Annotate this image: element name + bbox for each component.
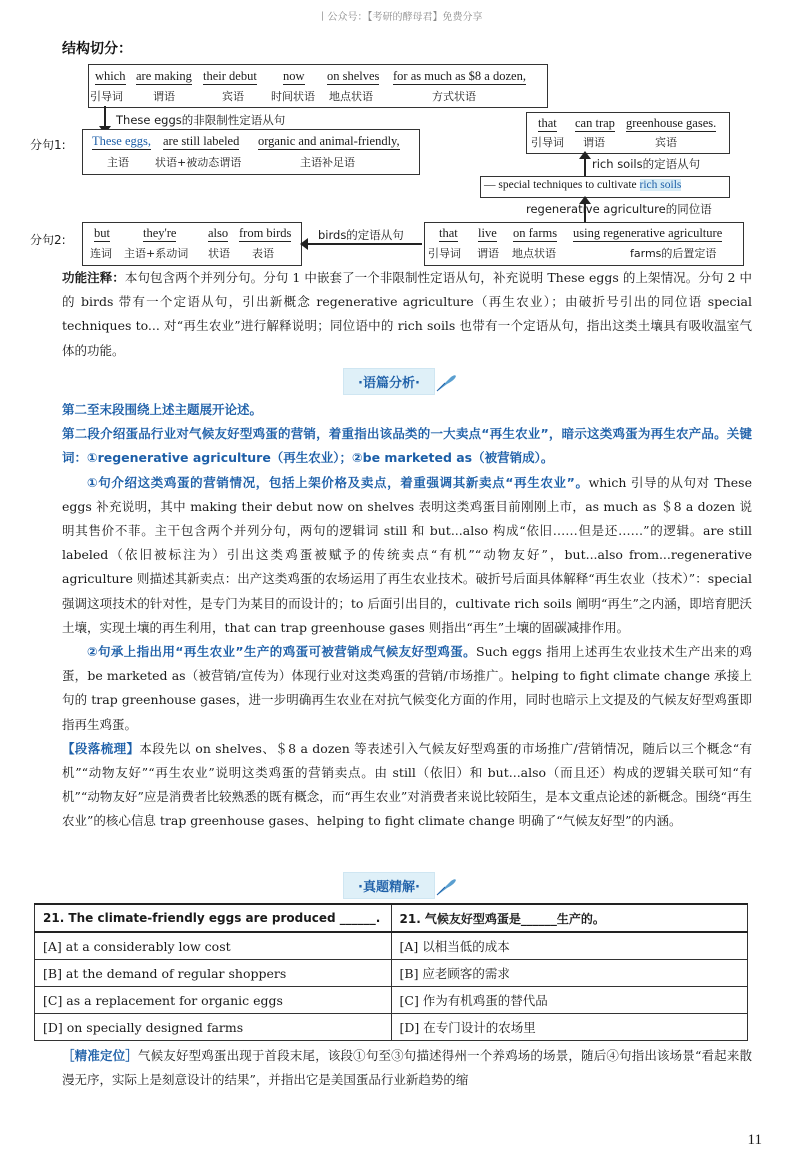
- predicative-label: 表语: [252, 247, 274, 260]
- option-row: [35, 987, 748, 1014]
- option-b-en: [B] at the demand of regular shoppers: [35, 960, 392, 987]
- that-label-2: 引导词: [428, 247, 461, 260]
- live-label: 谓语: [477, 247, 499, 260]
- function-note: 功能注释：本句包含两个并列分句。分句 1 中嵌套了一个非限制性定语从句，补充说明 These eggs 的上架情况。分句 2 中的 birds 带有一个定语从句，引出新概念 regenerative agriculture（再生农业）；由破折号引出的同位语 special techniques to... 对“再生农业”进行解释说明；同位语中的 rich soils 也带有一个定语从句，指出这类土壤具有吸收温室气体的功能。: [62, 270, 752, 358]
- option-c-en: [C] as a replacement for organic eggs: [35, 987, 392, 1014]
- rich-arrow-head-icon: [579, 151, 591, 159]
- birds-arrow-line: [306, 243, 422, 245]
- page-number: 11: [747, 1132, 762, 1148]
- watermark-text: 丨公众号：【考研的酵母君】免费分享: [317, 12, 483, 23]
- option-row: [35, 932, 748, 960]
- structure-heading: 结构切分：: [62, 41, 132, 57]
- appositive-note: regenerative agriculture的同位语: [526, 202, 712, 216]
- from-birds-word: from birds: [239, 226, 292, 240]
- their-debut-word: their debut: [203, 69, 257, 83]
- price-label: 方式状语: [432, 90, 476, 103]
- on-farms-label: 地点状语: [512, 247, 556, 260]
- that-word-2: that: [439, 226, 458, 240]
- option-b-cn: [B] 应老顾客的需求: [391, 960, 748, 987]
- on-shelves-word: on shelves: [327, 69, 380, 83]
- appositive-text: — special techniques to cultivate rich soils: [484, 179, 682, 191]
- on-shelves-label: 地点状语: [329, 90, 373, 103]
- clause1-label: 分句1:: [30, 138, 66, 152]
- can-trap-label: 谓语: [583, 136, 605, 149]
- are-making-label: 谓语: [153, 90, 175, 103]
- using-regen-word: using regenerative agriculture: [573, 226, 723, 240]
- price-word: for as much as $8 a dozen,: [393, 69, 526, 83]
- that-word-1: that: [538, 116, 557, 130]
- rich-soils-highlight: rich soils: [639, 179, 682, 191]
- analysis-p3: 【段落梳理】本段先以 on shelves、＄8 a dozen 等表述引入气候友好型鸡蛋的市场推广/营销情况，随后以三个概念“有机”“动物友好”“再生农业”说明这类鸡蛋的营销卖点。由 still（依旧）和 but...also（而且还）构成的逻辑关联可知“有机”“动物友好”应是消费者比较熟悉的既有概念，而“再生农业”对消费者来说比较陌生，是本文重点论述的新概念。围绕“再生农业”的核心信息 trap greenhouse gases、helping to fight climate change 明确了“气候友好型”的内涵。: [62, 740, 752, 829]
- that-label-1: 引导词: [531, 136, 564, 149]
- these-eggs-word: These eggs,: [92, 134, 152, 148]
- option-a-cn: [A] 以相当低的成本: [391, 932, 748, 960]
- clause2-label: 分句2:: [30, 233, 66, 247]
- quill-icon-2: [435, 878, 457, 896]
- exam-title: ·真题精解·: [0, 872, 800, 899]
- theyre-word: they're: [143, 226, 177, 240]
- rich-arrow-line: [584, 156, 586, 176]
- analysis-p1: ①句介绍这类鸡蛋的营销情况，包括上架价格及卖点，着重强调其新卖点“再生农业”。which 引导的从句对 These eggs 补充说明，其中 making their debut now on shelves 表明这类鸡蛋目前刚刚上市，as much as ＄8 a dozen 说明其售价不菲。主干包含两个并列分句，两句的逻辑词 still 和 but...also 构成“依旧……但是还……”的逻辑。are still labeled（依旧被标注为）引出这类鸡蛋被赋予的传统卖点“有机”“动物友好”，but...also from...regenerative agriculture 则描述其新卖点：出产这类鸡蛋的农场运用了再生农业技术。破折号后面具体解释“再生农业（技术）”：special 强调这项技术的针对性，是专门为某目的而设计的；to 后面引出目的，cultivate rich soils 阐明“再生”之内涵，即培育肥沃土壤，实现土壤的再生利用，that can trap greenhouse gases 则指出“再生”土壤的固碳减排作用。: [62, 474, 752, 635]
- quill-icon: [435, 374, 457, 392]
- analysis-p2: ②句承上指出用“再生农业”生产的鸡蛋可被营销成气候友好型鸡蛋。Such eggs 指用上述再生农业技术生产出来的鸡蛋，be marketed as（被营销/宣传为）体现行业对这类鸡蛋的营销/市场推广。helping to fight climate change 承接上句的 trap greenhouse gases，进一步明确再生农业在对抗气候变化方面的作用，同时也暗示上文提及的气候友好型鸡蛋即指再生鸡蛋。: [62, 644, 752, 732]
- analysis-line1: 第二至末段围绕上述主题展开论述。: [62, 402, 263, 417]
- greenhouse-gases-word: greenhouse gases.: [626, 116, 717, 130]
- option-d-en: [D] on specially designed farms: [35, 1014, 392, 1041]
- birds-arrow-head-icon: [300, 238, 308, 250]
- analysis-line2: 第二段介绍蛋品行业对气候友好型鸡蛋的营销，着重指出该品类的一大卖点“再生农业”，暗示这类鸡蛋为再生农产品。关键词：①regenerative agriculture（再生农业）；②be marketed as（被营销成）。: [62, 426, 752, 466]
- can-trap-word: can trap: [575, 116, 615, 130]
- conj-label: 连词: [90, 247, 112, 260]
- their-debut-label: 宾语: [222, 90, 244, 103]
- birds-note: birds的定语从句: [318, 228, 404, 242]
- are-making-word: are making: [136, 69, 192, 83]
- nonrestrictive-note: These eggs的非限制性定语从句: [116, 113, 286, 127]
- locate-label: ［精准定位］: [62, 1048, 138, 1063]
- greenhouse-label: 宾语: [655, 136, 677, 149]
- passive-verb-label: 状语+被动态谓语: [155, 156, 242, 169]
- question-en: 21. The climate-friendly eggs are produced ______.: [35, 904, 392, 932]
- analysis-body: [62, 398, 752, 834]
- which-word: which: [95, 69, 126, 83]
- question-cn: 21. 气候友好型鸡蛋是______生产的。: [391, 904, 748, 932]
- function-note-label: 功能注释：: [62, 270, 125, 285]
- postmodifier-label: farms的后置定语: [630, 247, 717, 260]
- option-row: [35, 1014, 748, 1041]
- on-farms-word: on farms: [513, 226, 558, 240]
- subj-verb-label: 主语+系动词: [124, 247, 189, 260]
- adverbial-label: 状语: [208, 247, 230, 260]
- which-label: 引导词: [90, 90, 123, 103]
- now-label: 时间状语: [271, 90, 315, 103]
- subject-label: 主语: [107, 156, 129, 169]
- still-labeled-word: are still labeled: [163, 134, 240, 148]
- option-row: [35, 960, 748, 987]
- rich-soils-note: rich soils的定语从句: [592, 157, 701, 171]
- option-c-cn: [C] 作为有机鸡蛋的替代品: [391, 987, 748, 1014]
- live-word: live: [478, 226, 497, 240]
- question-row: [35, 904, 748, 932]
- organic-word: organic and animal-friendly,: [258, 134, 400, 148]
- analysis-title: ·语篇分析·: [0, 368, 800, 395]
- option-a-en: [A] at a considerably low cost: [35, 932, 392, 960]
- complement-label: 主语补足语: [300, 156, 355, 169]
- option-d-cn: [D] 在专门设计的农场里: [391, 1014, 748, 1041]
- question-table: [34, 903, 748, 1041]
- but-word: but: [94, 226, 110, 240]
- locate-paragraph: ［精准定位］气候友好型鸡蛋出现于首段末尾，该段①句至③句描述得州一个养鸡场的场景，随后④句指出该场景“看起来散漫无序，实际上是刻意设计的结果”，并指出它是美国蛋品行业新趋势的缩: [62, 1048, 752, 1088]
- also-word: also: [208, 226, 229, 240]
- now-word: now: [283, 69, 305, 83]
